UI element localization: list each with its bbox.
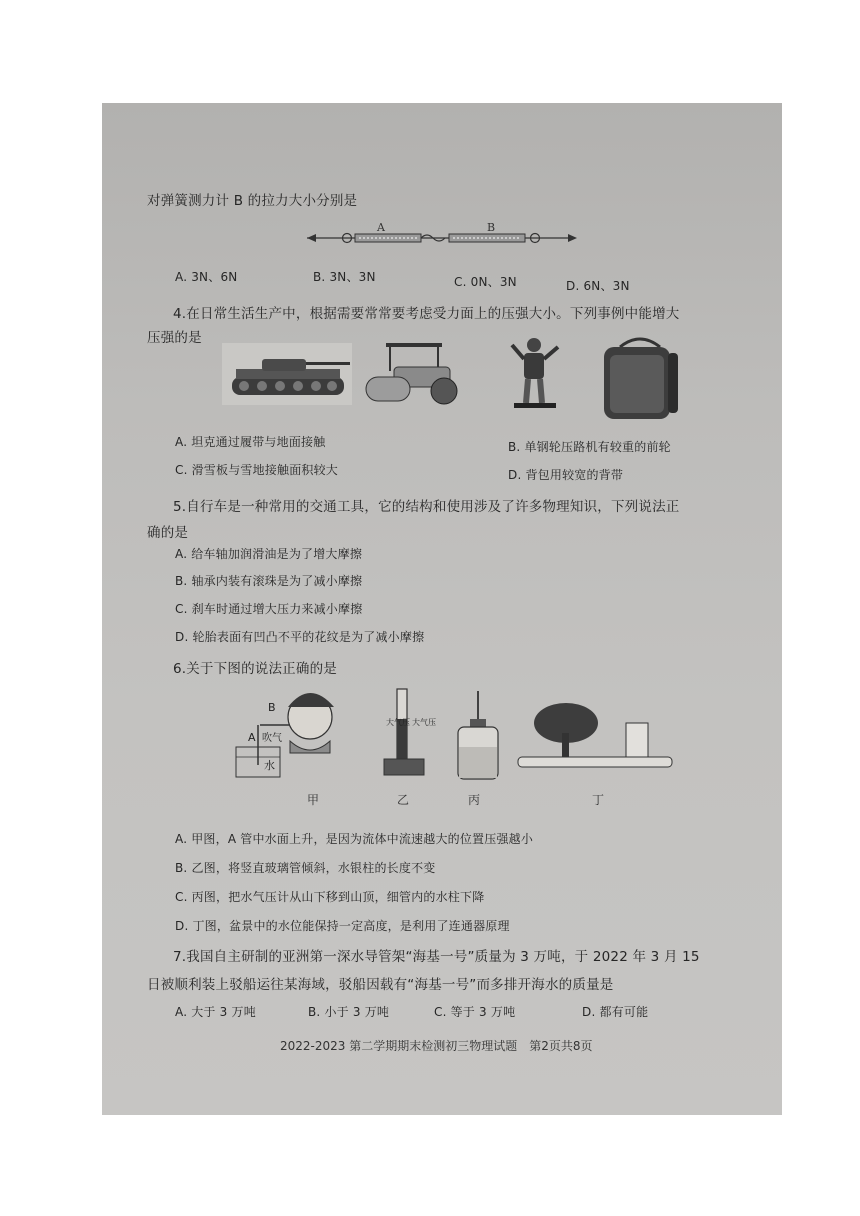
q4-line2: 压强的是 [147,330,202,346]
q4-option-a: A. 坦克通过履带与地面接触 [175,435,326,449]
water-barometer-figure [452,689,504,783]
q4-option-b: B. 单钢轮压路机有较重的前轮 [508,440,671,454]
q6-option-d: D. 丁图，盆景中的水位能保持一定高度，是利用了连通器原理 [175,919,510,933]
q3-option-c: C. 0N、3N [454,275,517,289]
q5-option-d: D. 轮胎表面有凹凸不平的花纹是为了减小摩擦 [175,630,425,644]
q7-option-a: A. 大于 3 万吨 [175,1005,256,1019]
q6-line1: 6.关于下图的说法正确的是 [173,661,337,677]
label-blow: 吹气 [262,733,282,744]
q5-line1: 5.自行车是一种常用的交通工具，它的结构和使用涉及了许多物理知识，下列说法正 [173,499,680,515]
snowboarder-image [506,335,566,413]
tank-image [222,343,352,405]
page-footer: 2022-2023 第二学期期末检测初三物理试题 第2页共8页 [280,1039,593,1053]
q6-option-c: C. 丙图，把水气压计从山下移到山顶，细管内的水柱下降 [175,890,485,904]
q5-option-c: C. 刹车时通过增大压力来减小摩擦 [175,602,363,616]
q4-option-c: C. 滑雪板与雪地接触面积较大 [175,463,339,477]
road-roller-image [364,341,466,407]
label-water: 水 [264,759,275,772]
q7-option-b: B. 小于 3 万吨 [308,1005,390,1019]
q7-line1: 7.我国自主研制的亚洲第一深水导管架“海基一号”质量为 3 万吨，于 2022 年 3 月 15 [173,949,700,965]
label-a: A [248,731,256,744]
q4-line1: 4.在日常生活生产中，根据需要常常要考虑受力面上的压强大小。下列事例中能增大 [173,306,680,322]
bonsai-figure [518,693,674,779]
scale-a-label: A [377,221,385,234]
q3-text: 对弹簧测力计 B 的拉力大小分别是 [147,193,358,209]
caption-yi: 乙 [397,793,410,807]
q3-option-a: A. 3N、6N [175,270,238,284]
label-atm2: 大气压 [412,718,436,727]
q5-option-a: A. 给车轴加润滑油是为了增大摩擦 [175,547,363,561]
q5-option-b: B. 轴承内装有滚珠是为了减小摩擦 [175,574,363,588]
q5-line2: 确的是 [147,525,189,541]
q4-option-d: D. 背包用较宽的背带 [508,468,624,482]
label-atm1: 大气压 [386,718,410,727]
spring-scales-figure [307,221,577,251]
scale-b-label: B [487,221,496,234]
caption-bing: 丙 [468,793,481,807]
exam-page [102,103,782,1115]
mercury-barometer-figure [380,685,436,785]
caption-jia: 甲 [307,793,320,807]
q6-option-b: B. 乙图，将竖直玻璃管倾斜，水银柱的长度不变 [175,861,436,875]
label-b: B [268,701,276,714]
q3-option-b: B. 3N、3N [313,270,376,284]
q7-option-d: D. 都有可能 [582,1005,649,1019]
q7-option-c: C. 等于 3 万吨 [434,1005,516,1019]
blowing-tube-figure [230,681,350,785]
q7-line2: 日被顺利装上驳船运往某海域，驳船因载有“海基一号”而多排开海水的质量是 [147,977,614,993]
q3-option-d: D. 6N、3N [566,279,630,293]
backpack-image [598,333,680,421]
q6-option-a: A. 甲图，A 管中水面上升，是因为流体中流速越大的位置压强越小 [175,832,534,846]
caption-ding: 丁 [592,793,605,807]
